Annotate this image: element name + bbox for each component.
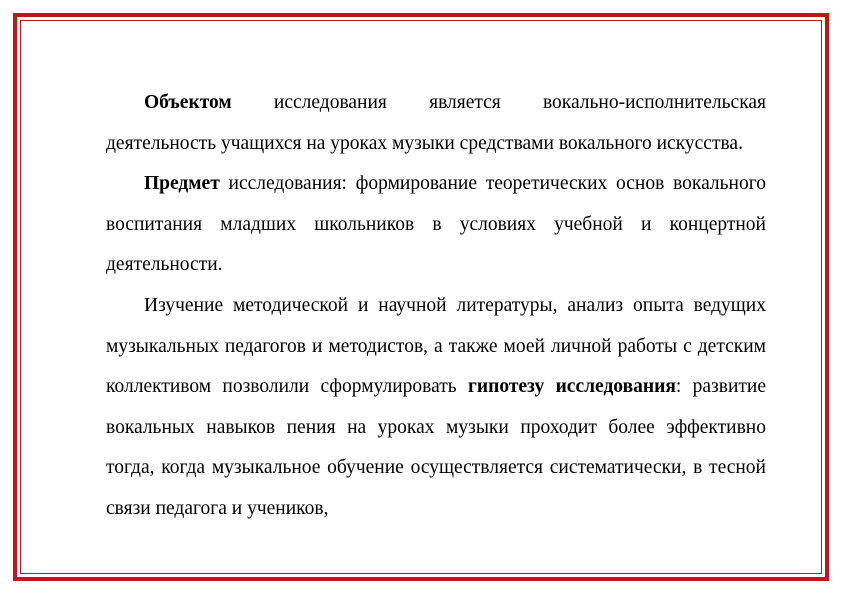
paragraph-object-text: исследования является вокально-исполнительская деятельность учащихся на уроках музыки средствами вокального искусства.	[106, 92, 766, 154]
paragraph-subject	[106, 164, 766, 286]
term-object: Объектом	[144, 92, 232, 113]
paragraph-hypothesis-text: : развитие вокальных навыков пения на уроках музыки проходит более эффективно тогда, когда музыкальное обучение осуществляется систематически, в тесной связи педагога и учеников,	[106, 376, 767, 519]
term-subject: Предмет	[144, 173, 220, 195]
paragraph-hypothesis-intro: Изучение методической и научной литературы, анализ опыта ведущих музыкальных педагогов и методистов, а также моей личной работы с детским коллективом позволили сформулировать	[106, 294, 766, 398]
paragraph-hypothesis	[106, 286, 766, 530]
paragraph-object	[106, 83, 766, 164]
paragraph-subject-text: исследования: формирование теоретических основ вокального воспитания младших школьников в условиях учебной и концертной деятельности.	[106, 173, 766, 276]
body-text	[106, 83, 766, 530]
term-hypothesis: гипотезу исследования	[468, 376, 676, 398]
